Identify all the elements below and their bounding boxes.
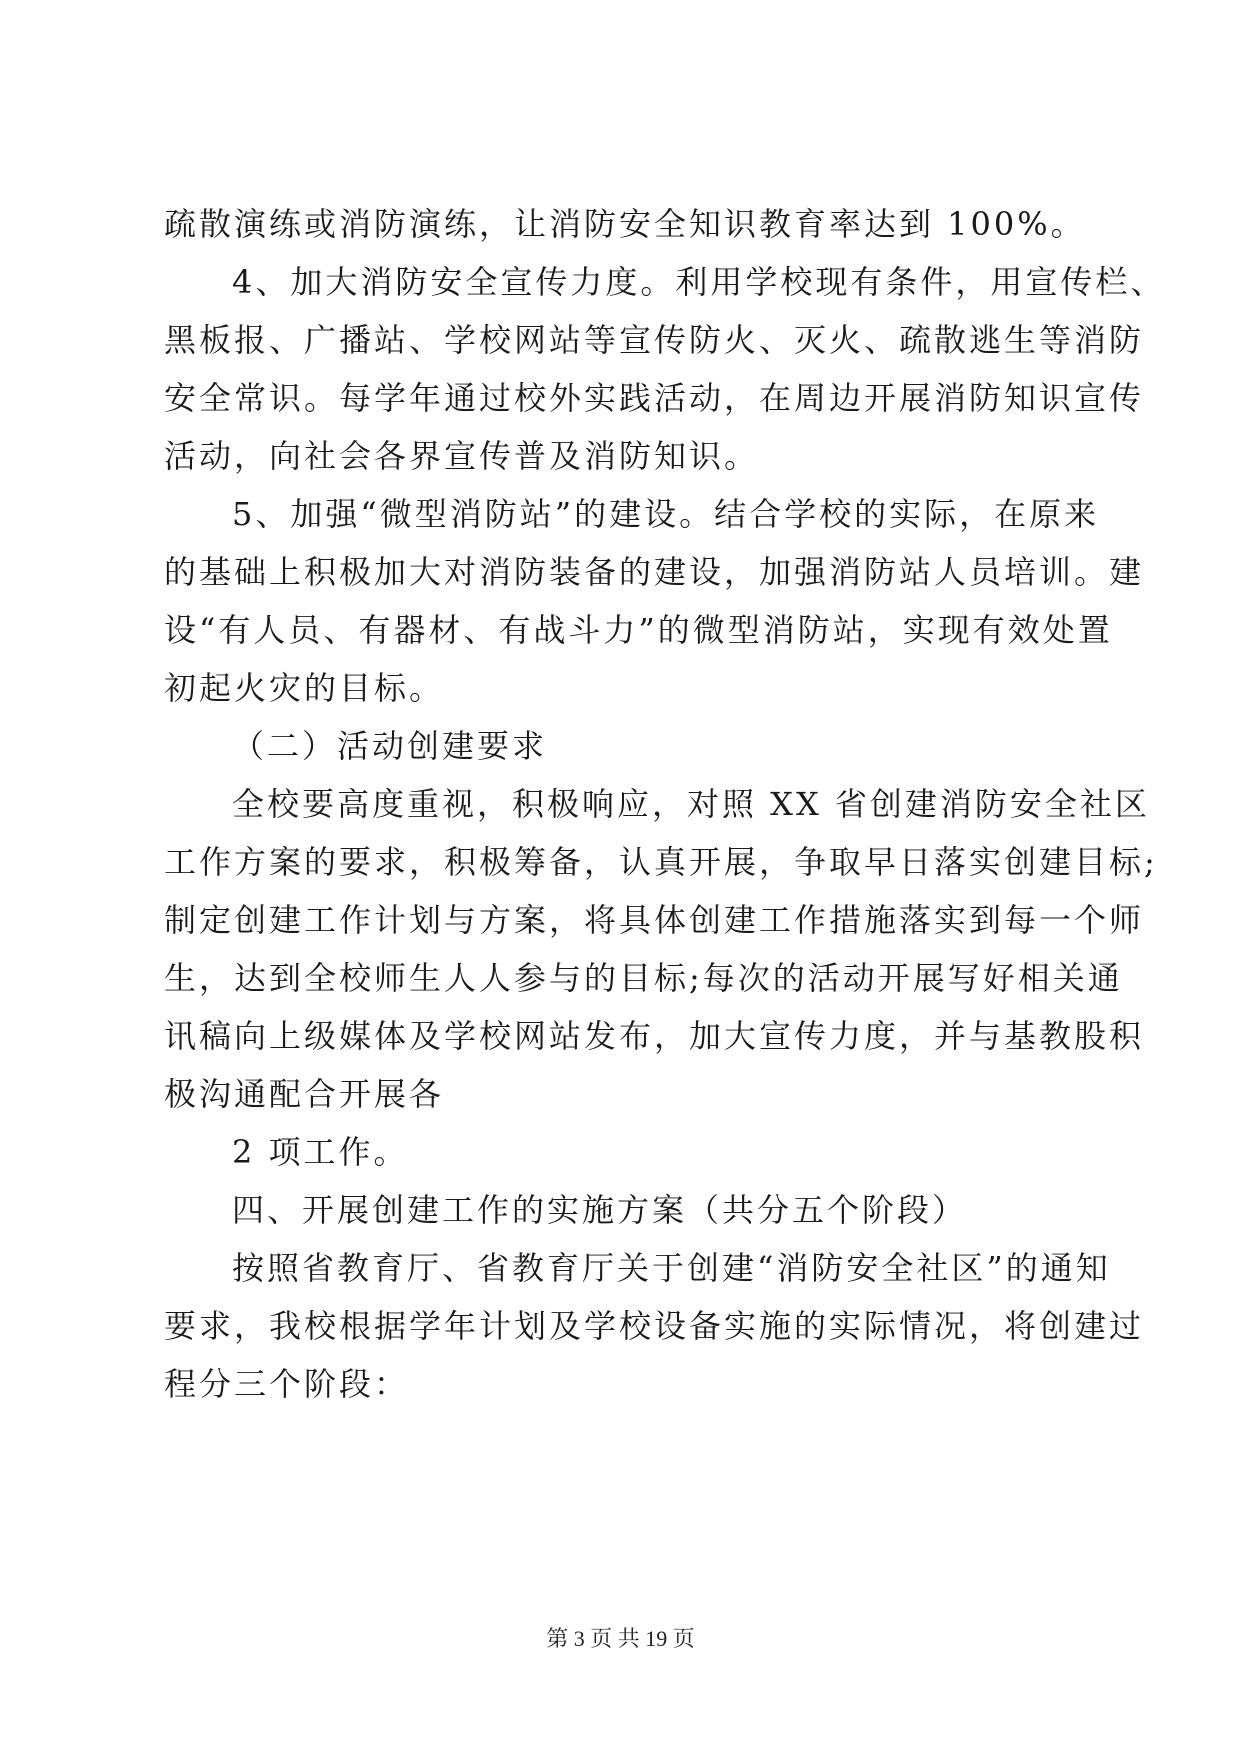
text-line: 的基础上积极加大对消防装备的建设，加强消防站人员培训。建 (164, 553, 1145, 591)
section-heading: 四、开展创建工作的实施方案（共分五个阶段） (232, 1191, 968, 1229)
text-line: 4、加大消防安全宣传力度。利用学校现有条件，用宣传栏、 (232, 263, 1166, 301)
text-line: 安全常识。每学年通过校外实践活动，在周边开展消防知识宣传 (164, 379, 1145, 417)
text-line: 全校要高度重视，积极响应，对照 XX 省创建消防安全社区 (232, 785, 1150, 823)
text-line: 活动，向社会各界宣传普及消防知识。 (164, 437, 760, 475)
section-heading: （二）活动创建要求 (232, 727, 548, 765)
text-line: 按照省教育厅、省教育厅关于创建“消防安全社区”的通知 (232, 1249, 1111, 1287)
page-footer: 第 3 页 共 19 页 (546, 1626, 695, 1651)
text-line: 设“有人员、有器材、有战斗力”的微型消防站，实现有效处置 (164, 611, 1113, 649)
text-line: 程分三个阶段： (164, 1365, 410, 1403)
text-line: 5、加强“微型消防站”的建设。结合学校的实际，在原来 (232, 495, 1100, 533)
text-line: 极沟通配合开展各 (164, 1075, 445, 1113)
text-line: 工作方案的要求，积极筹备，认真开展，争取早日落实创建目标; (164, 843, 1158, 881)
text-line: 生，达到全校师生人人参与的目标;每次的活动开展写好相关通 (164, 959, 1123, 997)
text-line: 2 项工作。 (232, 1133, 409, 1171)
text-line: 初起火灾的目标。 (164, 669, 445, 707)
text-line: 制定创建工作计划与方案，将具体创建工作措施落实到每一个师 (164, 901, 1145, 939)
text-line: 要求，我校根据学年计划及学校设备实施的实际情况，将创建过 (164, 1307, 1145, 1345)
text-line: 讯稿向上级媒体及学校网站发布，加大宣传力度，并与基教股积 (164, 1017, 1145, 1055)
text-line: 疏散演练或消防演练，让消防安全知识教育率达到 100%。 (164, 205, 1086, 243)
text-line: 黑板报、广播站、学校网站等宣传防火、灭火、疏散逃生等消防 (164, 321, 1145, 359)
